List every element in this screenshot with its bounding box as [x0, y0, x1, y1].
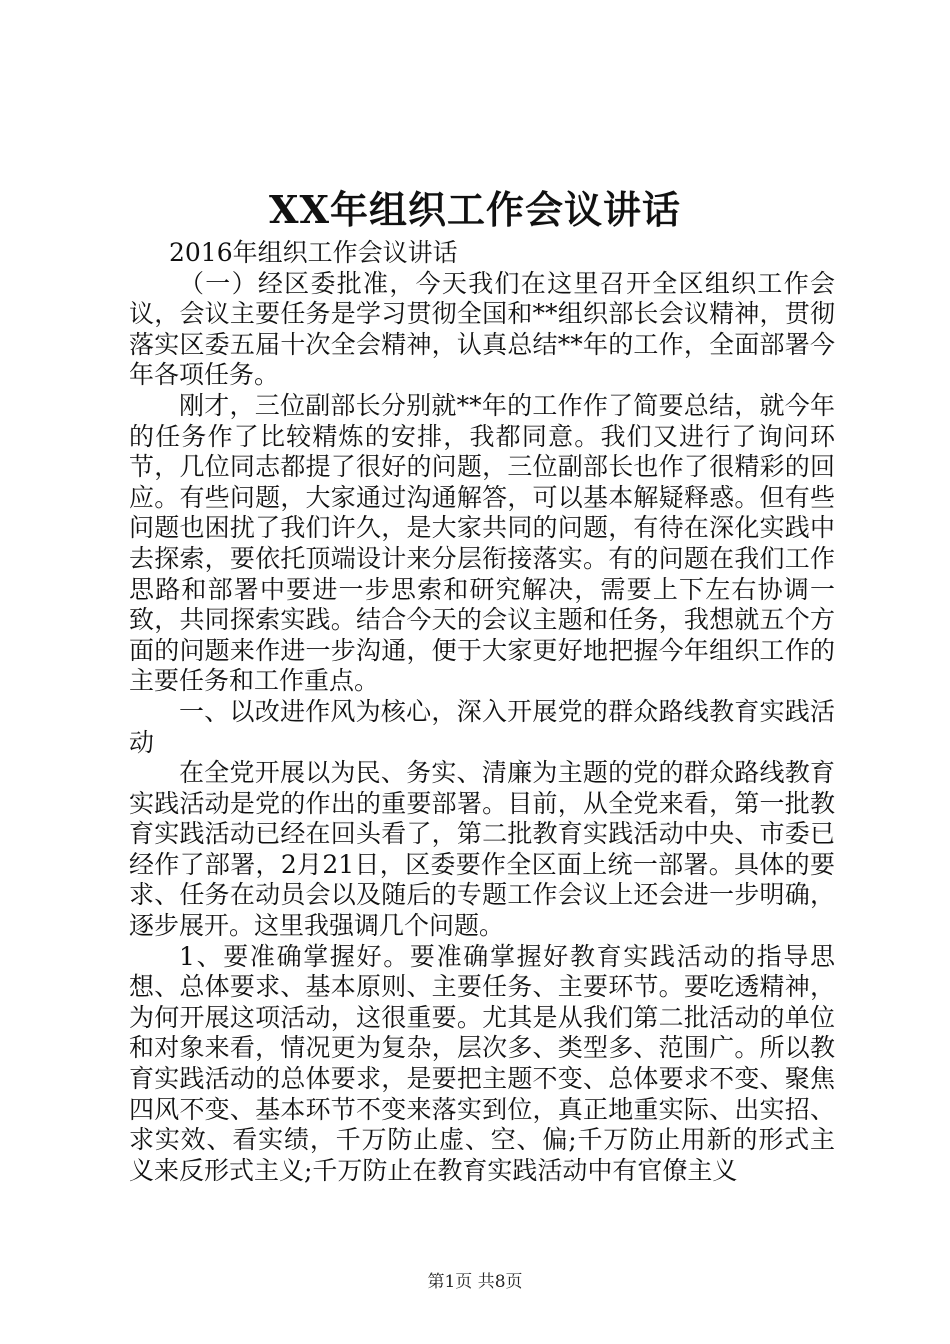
- page-footer: 第1页 共8页: [427, 1272, 523, 1292]
- body-paragraph: （一）经区委批准，今天我们在这里召开全区组织工作会议，会议主要任务是学习贯彻全国和**组织部长会议精神，贯彻落实区委五届十次全会精神，认真总结**年的工作，全面部署今年各项任务。: [129, 268, 835, 390]
- body-paragraph: 在全党开展以为民、务实、清廉为主题的党的群众路线教育实践活动是党的作出的重要部署。目前，从全党来看，第一批教育实践活动已经在回头看了，第二批教育实践活动中央、市委已经作了部署，2月21日，区委要作全区面上统一部署。具体的要求、任务在动员会以及随后的专题工作会议上还会进一步明确，逐步展开。这里我强调几个问题。: [129, 758, 835, 941]
- subtitle-paragraph: 2016年组织工作会议讲话: [169, 238, 458, 267]
- body-paragraph: 刚才，三位副部长分别就**年的工作作了简要总结，就今年的任务作了比较精炼的安排，我都同意。我们又进行了询问环节，几位同志都提了很好的问题，三位副部长也作了很精彩的回应。有些问题，大家通过沟通解答，可以基本解疑释惑。但有些问题也困扰了我们许久，是大家共同的问题，有待在深化实践中去探索，要依托顶端设计来分层衔接落实。有的问题在我们工作思路和部署中要进一步思索和研究解决，需要上下左右协调一致，共同探索实践。结合今天的会议主题和任务，我想就五个方面的问题来作进一步沟通，便于大家更好地把握今年组织工作的主要任务和工作重点。: [129, 390, 835, 696]
- document-title: XX年组织工作会议讲话: [269, 187, 681, 232]
- section-heading: 一、以改进作风为核心，深入开展党的群众路线教育实践活动: [129, 696, 835, 757]
- body-paragraph: 1、要准确掌握好。要准确掌握好教育实践活动的指导思想、总体要求、基本原则、主要任务、主要环节。要吃透精神，为何开展这项活动，这很重要。尤其是从我们第二批活动的单位和对象来看，情况更为复杂，层次多、类型多、范围广。所以教育实践活动的总体要求，是要把主题不变、总体要求不变、聚焦四风不变、基本环节不变来落实到位，真正地重实际、出实招、求实效、看实绩，千万防止虚、空、偏;千万防止用新的形式主义来反形式主义;千万防止在教育实践活动中有官僚主义: [129, 941, 835, 1185]
- document-body: [129, 238, 835, 1186]
